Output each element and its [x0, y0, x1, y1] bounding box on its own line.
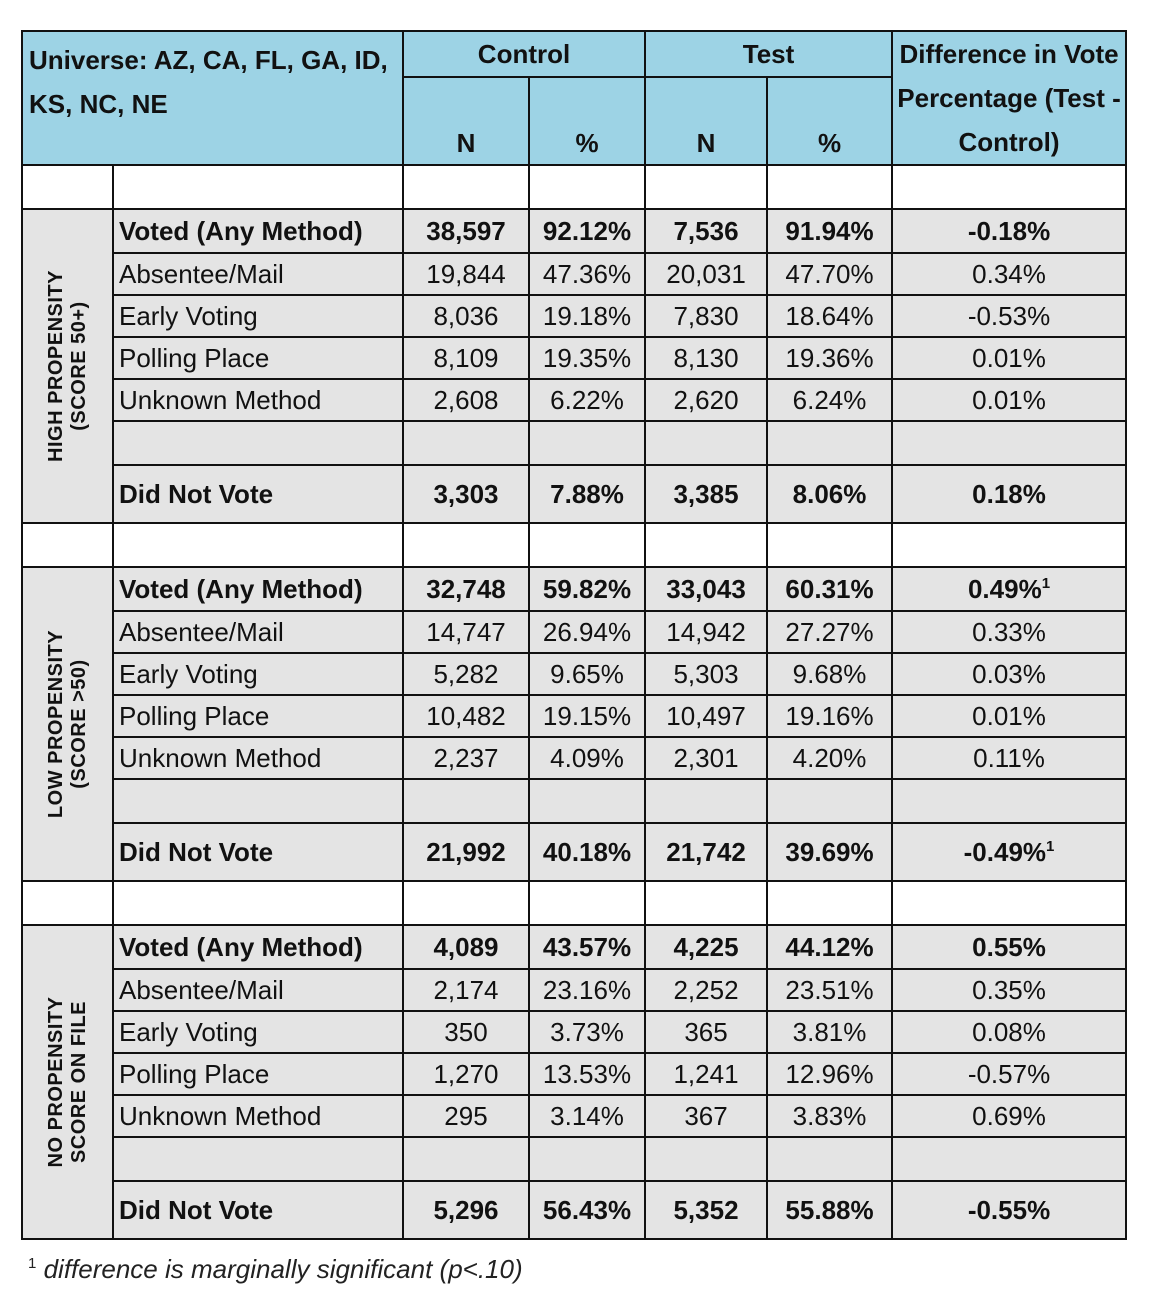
blank-cell — [113, 421, 403, 465]
table-row — [22, 737, 1126, 779]
control-n: 1,270 — [403, 1053, 529, 1095]
table-row — [22, 1181, 1126, 1239]
table-row — [22, 567, 1126, 611]
test-n: 2,620 — [645, 379, 767, 421]
control-pct: 59.82% — [529, 567, 645, 611]
difference — [892, 1011, 1126, 1053]
blank-cell — [113, 1137, 403, 1181]
section-label — [22, 567, 113, 881]
control-pct: 23.16% — [529, 969, 645, 1011]
blank-cell — [767, 1137, 892, 1181]
universe-header: Universe: AZ, CA, FL, GA, ID, KS, NC, NE — [22, 31, 403, 165]
control-pct: 43.57% — [529, 925, 645, 969]
difference — [892, 695, 1126, 737]
control-pct: 13.53% — [529, 1053, 645, 1095]
spacer-cell — [403, 523, 529, 567]
blank-cell — [113, 779, 403, 823]
difference-value: 0.35% — [972, 975, 1046, 1005]
spacer-cell — [22, 881, 113, 925]
section-label-text — [45, 270, 91, 462]
difference-value: -0.57% — [967, 1059, 1051, 1089]
row-label: Voted (Any Method) — [113, 567, 403, 611]
results-table — [21, 30, 1127, 1240]
blank-cell — [767, 779, 892, 823]
test-pct: 4.20% — [767, 737, 892, 779]
test-pct: 55.88% — [767, 1181, 892, 1239]
test-pct: 39.69% — [767, 823, 892, 881]
control-pct: 9.65% — [529, 653, 645, 695]
row-label: Early Voting — [113, 1011, 403, 1053]
test-n: 5,352 — [645, 1181, 767, 1239]
row-label: Absentee/Mail — [113, 253, 403, 295]
test-n: 8,130 — [645, 337, 767, 379]
control-pct: 47.36% — [529, 253, 645, 295]
test-n: 365 — [645, 1011, 767, 1053]
difference — [892, 209, 1126, 253]
table-row — [22, 209, 1126, 253]
control-n: 19,844 — [403, 253, 529, 295]
control-n: 8,109 — [403, 337, 529, 379]
difference — [892, 465, 1126, 523]
spacer-cell — [403, 165, 529, 209]
difference-value: -0.55% — [967, 1195, 1051, 1225]
difference — [892, 295, 1126, 337]
spacer-cell — [113, 881, 403, 925]
table-row — [22, 969, 1126, 1011]
row-label: Did Not Vote — [113, 823, 403, 881]
table-row — [22, 653, 1126, 695]
test-pct: 47.70% — [767, 253, 892, 295]
spacer-cell — [892, 881, 1126, 925]
blank-cell — [403, 421, 529, 465]
test-pct: 3.81% — [767, 1011, 892, 1053]
test-n: 3,385 — [645, 465, 767, 523]
test-pct: 91.94% — [767, 209, 892, 253]
test-pct: 19.36% — [767, 337, 892, 379]
blank-cell — [892, 779, 1126, 823]
footnote-text: difference is marginally significant (p<.10) — [43, 1254, 523, 1284]
test-n: 2,301 — [645, 737, 767, 779]
control-pct: 3.73% — [529, 1011, 645, 1053]
difference-value: 0.18% — [972, 479, 1046, 509]
test-pct: 3.83% — [767, 1095, 892, 1137]
row-label: Unknown Method — [113, 737, 403, 779]
blank-cell — [892, 1137, 1126, 1181]
footnote-marker: 1 — [28, 1255, 37, 1272]
table-body — [22, 165, 1126, 1239]
difference — [892, 1053, 1126, 1095]
footnote — [28, 1254, 523, 1285]
section-label-line1: LOW PROPENSITY — [44, 629, 67, 819]
spacer-row — [22, 881, 1126, 925]
table-row — [22, 295, 1126, 337]
spacer-cell — [22, 523, 113, 567]
difference-value: 0.69% — [972, 1101, 1046, 1131]
difference — [892, 337, 1126, 379]
control-pct: 7.88% — [529, 465, 645, 523]
table-row — [22, 1053, 1126, 1095]
control-n: 5,296 — [403, 1181, 529, 1239]
section-label-line2: (SCORE 50+) — [67, 301, 90, 431]
blank-row — [22, 1137, 1126, 1181]
spacer-cell — [113, 523, 403, 567]
difference-header: Difference in Vote Percentage (Test - Control) — [892, 31, 1126, 165]
spacer-cell — [645, 165, 767, 209]
difference-value: -0.53% — [967, 301, 1051, 331]
control-header: Control — [403, 31, 645, 77]
test-n: 20,031 — [645, 253, 767, 295]
control-n: 295 — [403, 1095, 529, 1137]
difference — [892, 737, 1126, 779]
test-header: Test — [645, 31, 892, 77]
difference — [892, 379, 1126, 421]
control-pct: 19.15% — [529, 695, 645, 737]
section-label — [22, 209, 113, 523]
test-pct: 19.16% — [767, 695, 892, 737]
control-n: 2,237 — [403, 737, 529, 779]
test-pct-header: % — [767, 77, 892, 165]
spacer-cell — [113, 165, 403, 209]
difference-value: 0.11% — [973, 743, 1045, 773]
control-pct: 92.12% — [529, 209, 645, 253]
spacer-row — [22, 523, 1126, 567]
spacer-cell — [767, 523, 892, 567]
section-label-line1: HIGH PROPENSITY — [44, 270, 67, 462]
spacer-cell — [645, 881, 767, 925]
difference-value: 0.49% — [967, 574, 1042, 604]
section-label — [22, 925, 113, 1239]
difference-value: 0.01% — [972, 385, 1046, 415]
test-pct: 23.51% — [767, 969, 892, 1011]
control-pct: 26.94% — [529, 611, 645, 653]
control-n: 5,282 — [403, 653, 529, 695]
test-pct: 12.96% — [767, 1053, 892, 1095]
test-n: 14,942 — [645, 611, 767, 653]
row-label: Absentee/Mail — [113, 969, 403, 1011]
blank-cell — [529, 421, 645, 465]
difference — [892, 823, 1126, 881]
section-label-text — [45, 630, 91, 818]
test-n: 1,241 — [645, 1053, 767, 1095]
difference — [892, 653, 1126, 695]
test-pct: 6.24% — [767, 379, 892, 421]
blank-cell — [645, 1137, 767, 1181]
test-n: 367 — [645, 1095, 767, 1137]
difference-value: 0.33% — [972, 617, 1046, 647]
test-pct: 18.64% — [767, 295, 892, 337]
control-pct: 4.09% — [529, 737, 645, 779]
control-n: 32,748 — [403, 567, 529, 611]
table-row — [22, 253, 1126, 295]
difference-value: 0.01% — [972, 701, 1046, 731]
significance-marker: 1 — [1041, 575, 1051, 592]
table-row — [22, 925, 1126, 969]
difference — [892, 567, 1126, 611]
row-label: Unknown Method — [113, 379, 403, 421]
control-n-header: N — [403, 77, 529, 165]
row-label: Absentee/Mail — [113, 611, 403, 653]
table-row — [22, 611, 1126, 653]
spacer-row — [22, 165, 1126, 209]
blank-cell — [767, 421, 892, 465]
control-pct: 19.35% — [529, 337, 645, 379]
test-pct: 9.68% — [767, 653, 892, 695]
row-label: Did Not Vote — [113, 465, 403, 523]
control-pct: 56.43% — [529, 1181, 645, 1239]
difference — [892, 253, 1126, 295]
difference-value: 0.03% — [972, 659, 1046, 689]
difference — [892, 969, 1126, 1011]
table-row — [22, 379, 1126, 421]
control-n: 8,036 — [403, 295, 529, 337]
test-n: 2,252 — [645, 969, 767, 1011]
difference-value: 0.01% — [972, 343, 1046, 373]
control-pct: 19.18% — [529, 295, 645, 337]
difference — [892, 1095, 1126, 1137]
control-pct: 40.18% — [529, 823, 645, 881]
test-n: 7,830 — [645, 295, 767, 337]
test-pct: 60.31% — [767, 567, 892, 611]
table-row — [22, 337, 1126, 379]
table-row — [22, 1095, 1126, 1137]
section-label-line1: NO PROPENSITY — [44, 996, 67, 1168]
test-n-header: N — [645, 77, 767, 165]
control-n: 21,992 — [403, 823, 529, 881]
control-n: 2,174 — [403, 969, 529, 1011]
control-n: 38,597 — [403, 209, 529, 253]
row-label: Polling Place — [113, 337, 403, 379]
control-n: 2,608 — [403, 379, 529, 421]
blank-cell — [403, 779, 529, 823]
test-n: 21,742 — [645, 823, 767, 881]
row-label: Did Not Vote — [113, 1181, 403, 1239]
control-pct-header: % — [529, 77, 645, 165]
blank-cell — [403, 1137, 529, 1181]
test-n: 33,043 — [645, 567, 767, 611]
test-n: 10,497 — [645, 695, 767, 737]
spacer-cell — [529, 881, 645, 925]
spacer-cell — [529, 165, 645, 209]
section-label-line2: (SCORE >50) — [67, 659, 90, 789]
difference-value: 0.55% — [972, 932, 1046, 962]
spacer-cell — [892, 165, 1126, 209]
row-label: Voted (Any Method) — [113, 925, 403, 969]
blank-cell — [892, 421, 1126, 465]
row-label: Polling Place — [113, 695, 403, 737]
spacer-cell — [403, 881, 529, 925]
difference — [892, 1181, 1126, 1239]
blank-cell — [529, 1137, 645, 1181]
control-pct: 3.14% — [529, 1095, 645, 1137]
control-n: 350 — [403, 1011, 529, 1053]
test-n: 5,303 — [645, 653, 767, 695]
table-row — [22, 1011, 1126, 1053]
spacer-cell — [767, 165, 892, 209]
blank-cell — [645, 779, 767, 823]
test-pct: 27.27% — [767, 611, 892, 653]
difference-value: 0.08% — [972, 1017, 1046, 1047]
section-label-line2: SCORE ON FILE — [67, 1000, 90, 1164]
spacer-cell — [892, 523, 1126, 567]
spacer-cell — [645, 523, 767, 567]
table-row — [22, 823, 1126, 881]
test-pct: 44.12% — [767, 925, 892, 969]
difference-value: -0.49% — [963, 837, 1047, 867]
test-n: 7,536 — [645, 209, 767, 253]
control-n: 10,482 — [403, 695, 529, 737]
table-row — [22, 465, 1126, 523]
control-pct: 6.22% — [529, 379, 645, 421]
row-label: Early Voting — [113, 653, 403, 695]
difference-value: -0.18% — [967, 216, 1051, 246]
significance-marker: 1 — [1046, 838, 1055, 855]
row-label: Early Voting — [113, 295, 403, 337]
spacer-cell — [22, 165, 113, 209]
row-label: Unknown Method — [113, 1095, 403, 1137]
blank-cell — [645, 421, 767, 465]
section-label-text — [45, 997, 91, 1168]
blank-cell — [529, 779, 645, 823]
control-n: 4,089 — [403, 925, 529, 969]
control-n: 3,303 — [403, 465, 529, 523]
test-n: 4,225 — [645, 925, 767, 969]
difference — [892, 611, 1126, 653]
table-row — [22, 695, 1126, 737]
spacer-cell — [529, 523, 645, 567]
control-n: 14,747 — [403, 611, 529, 653]
test-pct: 8.06% — [767, 465, 892, 523]
blank-row — [22, 421, 1126, 465]
spacer-cell — [767, 881, 892, 925]
row-label: Polling Place — [113, 1053, 403, 1095]
difference-value: 0.34% — [972, 259, 1046, 289]
blank-row — [22, 779, 1126, 823]
row-label: Voted (Any Method) — [113, 209, 403, 253]
difference — [892, 925, 1126, 969]
